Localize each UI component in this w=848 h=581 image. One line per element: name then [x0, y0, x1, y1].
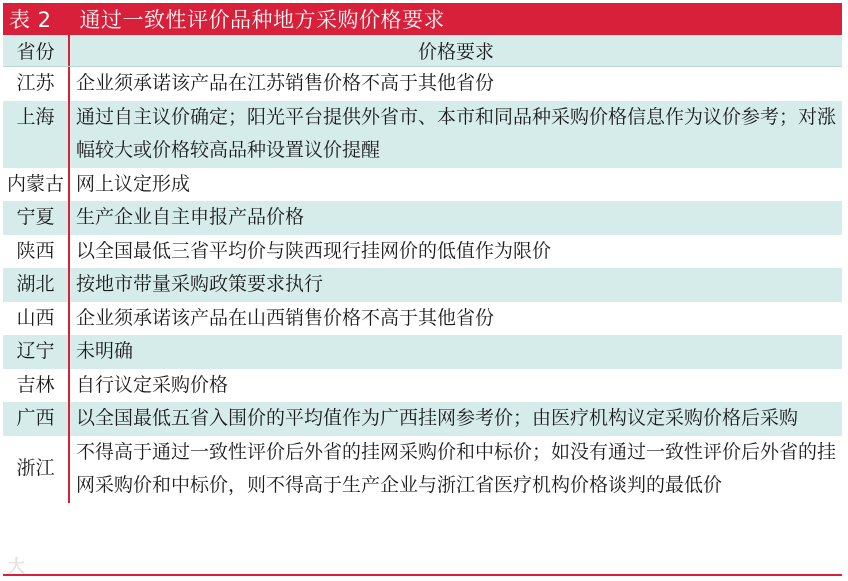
table-row	[3, 168, 842, 202]
table-row	[3, 335, 842, 369]
row-province: 山西	[3, 302, 70, 336]
table-title-bar	[3, 3, 842, 35]
row-province: 宁夏	[3, 201, 70, 235]
table-header	[3, 35, 842, 67]
table-row	[3, 235, 842, 269]
row-requirement: 未明确	[76, 340, 134, 362]
table-row	[3, 402, 842, 436]
row-requirement: 按地市带量采购政策要求执行	[76, 273, 324, 295]
row-province: 吉林	[3, 369, 70, 403]
row-province: 浙江	[3, 436, 70, 503]
row-province: 上海	[3, 101, 70, 168]
header-requirement: 价格要求	[417, 41, 494, 63]
row-requirement: 企业须承诺该产品在江苏销售价格不高于其他省份	[76, 72, 495, 94]
row-requirement: 以全国最低三省平均价与陕西现行挂网价的低值作为限价	[76, 239, 552, 262]
row-province: 湖北	[3, 268, 70, 302]
table-row	[3, 101, 842, 168]
row-requirement: 不得高于通过一致性评价后外省的挂网采购价和中标价；如没有通过一致性评价后外省的挂网采购价和中标价，则不得高于生产企业与浙江省医疗机构价格谈判的最低价	[76, 440, 837, 496]
table-row	[3, 302, 842, 336]
table-row	[3, 436, 842, 503]
row-requirement: 通过自主议价确定；阳光平台提供外省市、本市和同品种采购价格信息作为议价参考；对涨幅较大或价格较高品种设置议价提醒	[76, 105, 837, 161]
row-province: 陕西	[3, 235, 70, 269]
row-province: 辽宁	[3, 335, 70, 369]
table-number: 表 2	[9, 8, 52, 32]
row-requirement: 生产企业自主申报产品价格	[76, 206, 305, 228]
row-requirement: 网上议定形成	[76, 172, 191, 195]
watermark-logo: 大	[8, 557, 25, 577]
row-province: 江苏	[3, 67, 70, 101]
table-title: 通过一致性评价品种地方采购价格要求	[79, 8, 446, 32]
header-province: 省份	[3, 35, 70, 66]
row-requirement: 以全国最低五省入围价的平均值作为广西挂网参考价；由医疗机构议定采购价格后采购	[76, 407, 799, 429]
table-row	[3, 268, 842, 302]
table-row	[3, 369, 842, 403]
table-frame	[3, 3, 842, 576]
row-requirement: 自行议定采购价格	[76, 373, 229, 396]
table-row	[3, 201, 842, 235]
row-requirement: 企业须承诺该产品在山西销售价格不高于其他省份	[76, 306, 495, 329]
row-province: 内蒙古	[3, 168, 70, 202]
row-province: 广西	[3, 402, 70, 436]
table-row	[3, 67, 842, 101]
